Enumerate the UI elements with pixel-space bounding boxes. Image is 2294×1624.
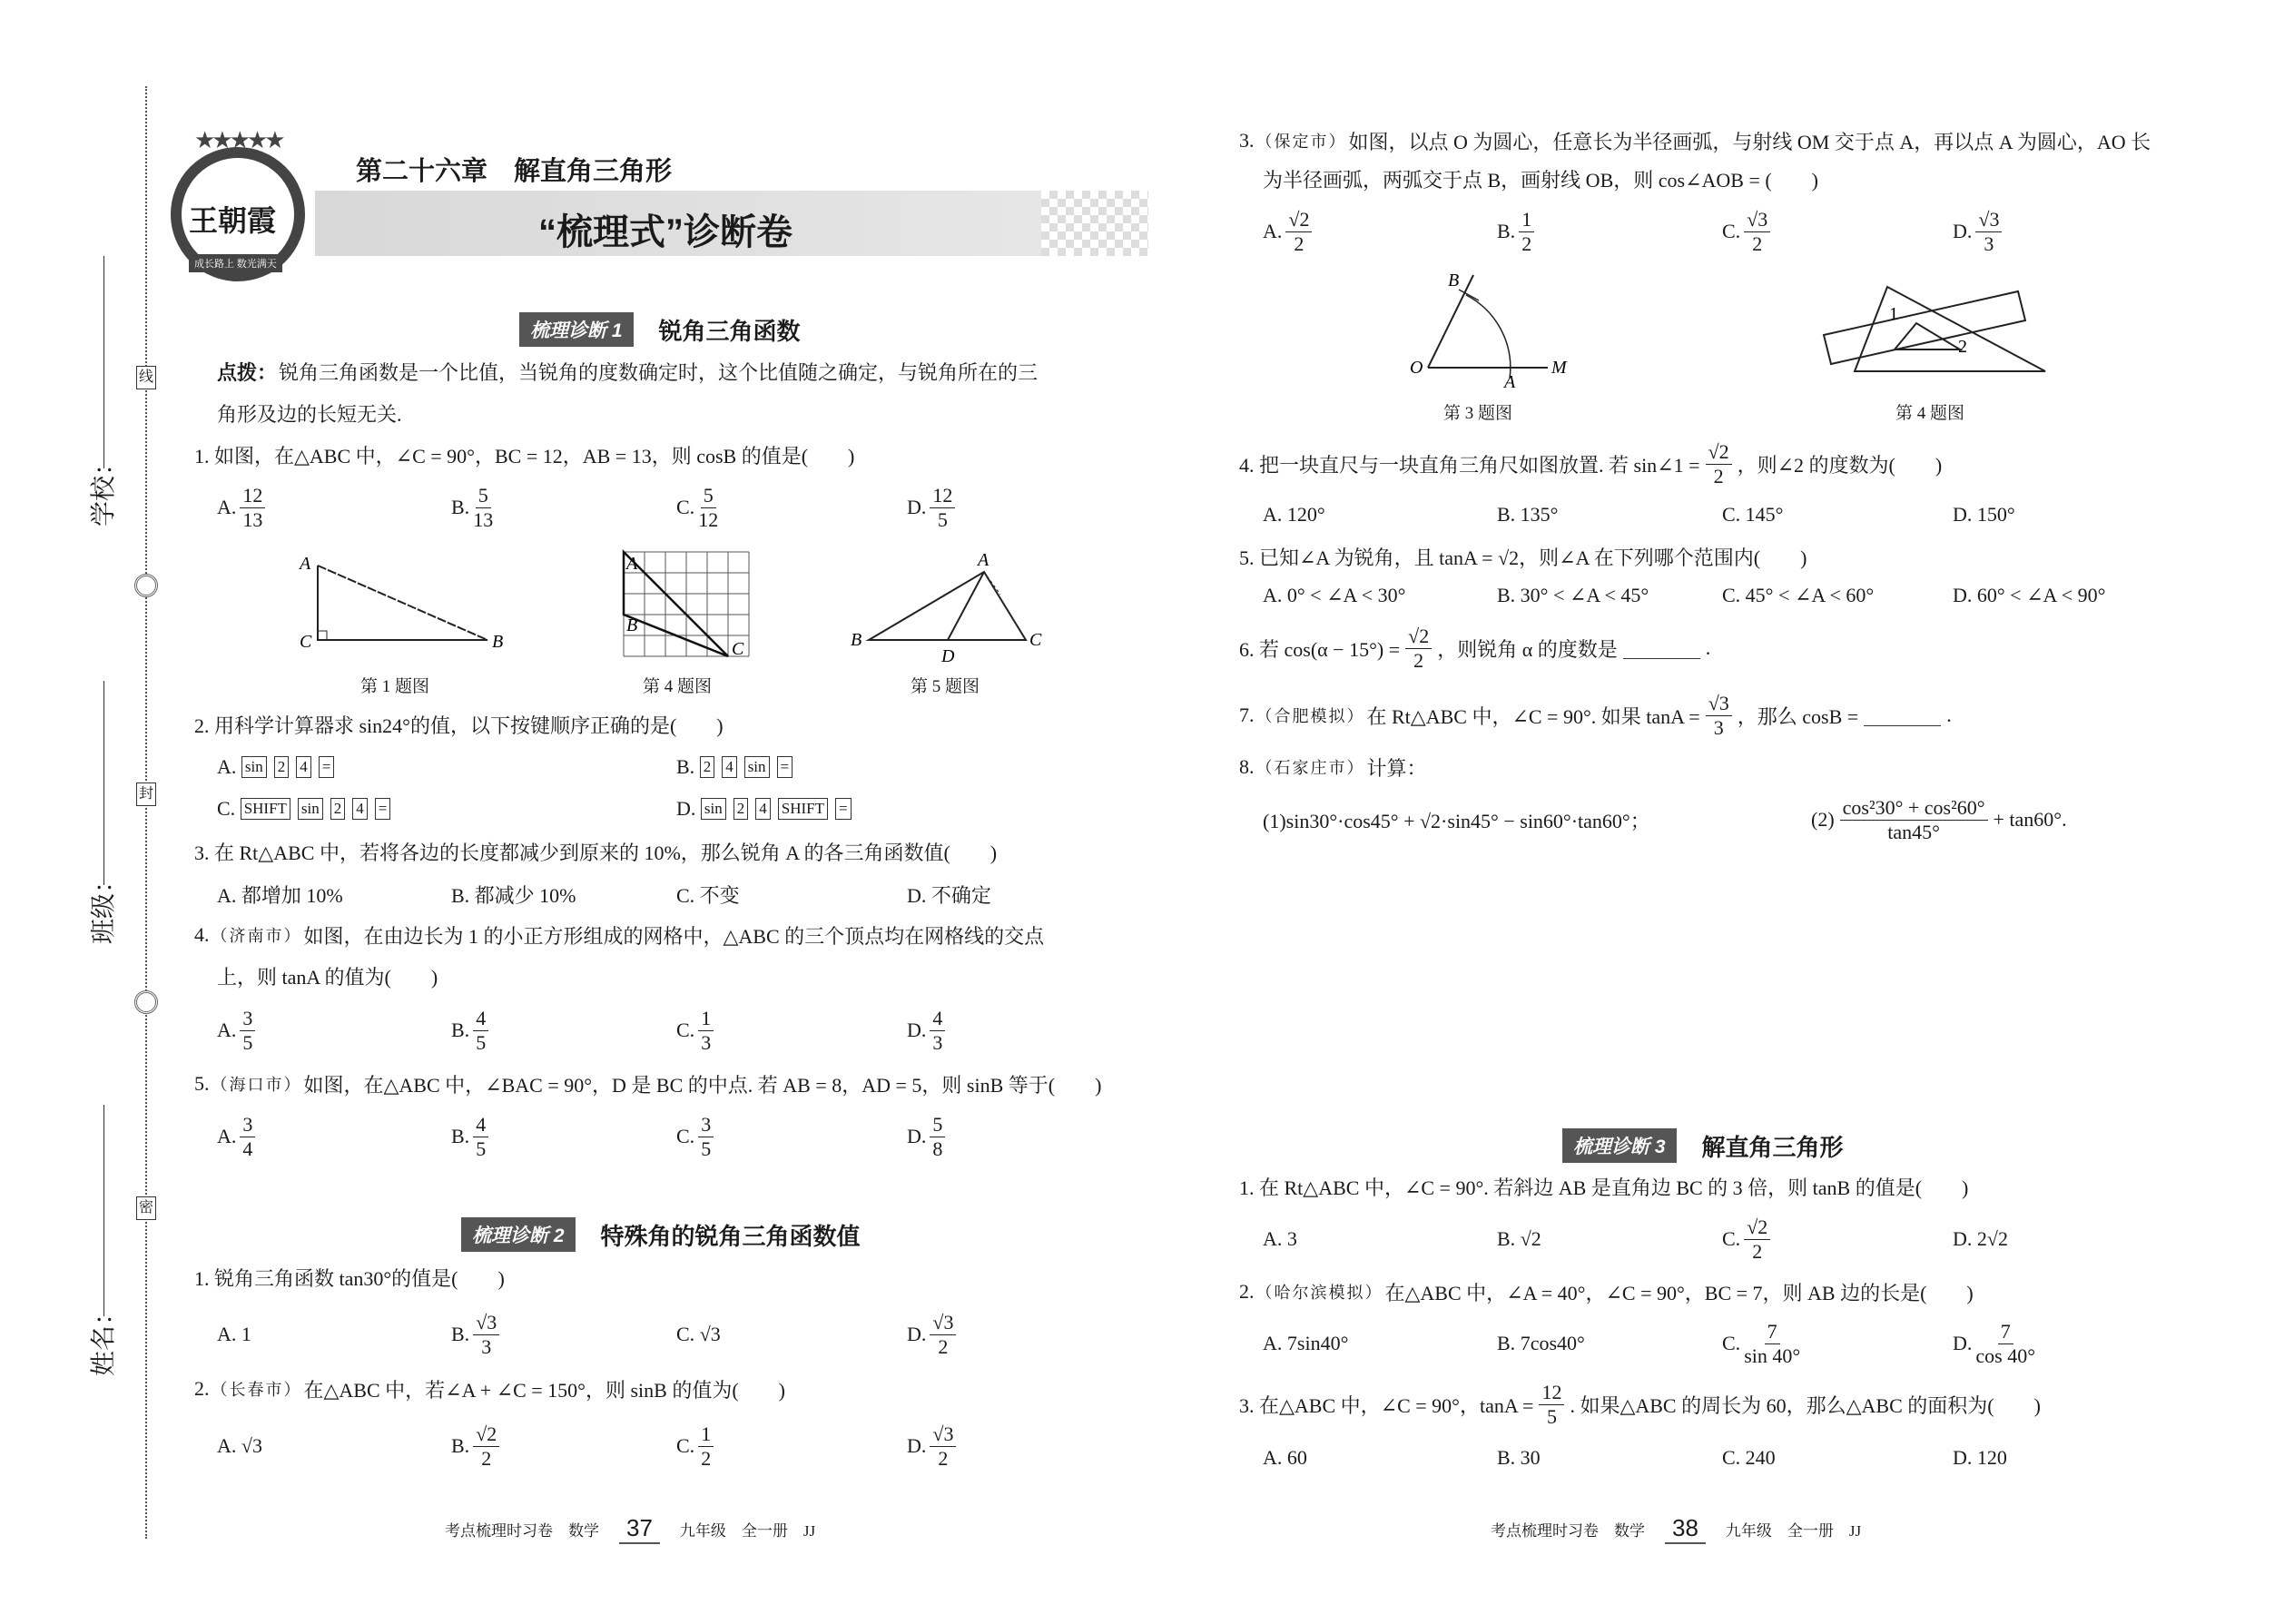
- label-c: C: [1029, 630, 1042, 650]
- option-c[interactable]: C. 145°: [1722, 503, 1784, 526]
- option-c[interactable]: C. $\frac{√3}{2}$: [1722, 204, 1774, 259]
- footer-grade: 九年级 全一册 JJ: [1725, 1522, 1862, 1540]
- label-b: B: [626, 615, 638, 635]
- figure-caption: 第 5 题图: [911, 677, 980, 696]
- question-source: （合肥模拟）: [1255, 707, 1365, 725]
- figure-caption: 第 3 题图: [1443, 404, 1513, 423]
- label-c: C: [300, 632, 312, 652]
- option-c[interactable]: C. $\frac{√2}{2}$: [1722, 1212, 1774, 1266]
- question-text: 2. （长春市） 在△ABC 中，若∠A + ∠C = 150°，则 sinB 的值为( ): [194, 1377, 785, 1402]
- label-a: A: [300, 554, 311, 574]
- question-text: 3. 在 Rt△ABC 中，若将各边的长度都减少到原来的 10%，那么锐角 A 的各三角函数值( ): [194, 841, 998, 864]
- question-options: [1263, 1431, 2216, 1485]
- question-text: 8. （石家庄市） 计算：: [1239, 755, 1427, 780]
- option-b[interactable]: B. $\frac{5}{13}$: [451, 483, 494, 531]
- option-c[interactable]: C. $\frac{5}{12}$: [676, 483, 719, 531]
- seal-char-xian: 线: [136, 366, 156, 389]
- figure-q5: [846, 549, 1046, 667]
- option-a[interactable]: A. 0° < ∠A < 30°: [1263, 584, 1406, 606]
- option-d[interactable]: D. $\frac{4}{3}$: [907, 1003, 949, 1058]
- option-a[interactable]: A. $\frac{3}{4}$: [217, 1109, 259, 1164]
- label-b: B: [1448, 271, 1460, 290]
- label-b: B: [851, 630, 862, 650]
- footer-book: 考点梳理时习卷 数学: [445, 1522, 599, 1540]
- option-d[interactable]: D. $\frac{√3}{2}$: [907, 1307, 960, 1362]
- option-c[interactable]: C. $\frac{3}{5}$: [676, 1109, 717, 1164]
- question-options: [217, 480, 1170, 535]
- question-text-cont: 为半径画弧，两弧交于点 B，画射线 OB，则 cos∠AOB = ( ): [1263, 168, 1819, 192]
- question-source: （济南市）: [211, 927, 302, 945]
- option-b[interactable]: B. 都减少 10%: [451, 883, 576, 907]
- question-text-cont: 上，则 tanA 的值为( ): [217, 965, 438, 989]
- option-a[interactable]: A. 都增加 10%: [217, 883, 343, 907]
- answer-blank[interactable]: [1623, 637, 1700, 659]
- logo: [163, 127, 318, 281]
- question-source: （海口市）: [211, 1076, 302, 1094]
- question-text: 6. 若 cos(α − 15°) = $\frac{√2}{2}$ ，则锐角 α 的度数是 .: [1239, 624, 1711, 672]
- paper-title: “梳理式”诊断卷: [538, 212, 793, 252]
- option-c[interactable]: C. √3: [676, 1323, 721, 1345]
- option-d[interactable]: D. $\frac{√3}{2}$: [907, 1419, 960, 1473]
- class-fill-line: [103, 681, 104, 885]
- option-a[interactable]: A. 120°: [1263, 503, 1325, 526]
- question-text: 2. 用科学计算器求 sin24°的值，以下按键顺序正确的是( ): [194, 714, 724, 737]
- binding-hole-icon: [134, 990, 158, 1014]
- option-a[interactable]: A. sin 2 4 =: [217, 740, 341, 794]
- question-options: [1263, 204, 2216, 259]
- label-c: C: [732, 639, 744, 659]
- logo-stars-icon: ★★★★★: [194, 127, 282, 153]
- tip-text: 锐角三角函数是一个比值，当锐角的度数确定时，这个比值随之确定，与锐角所在的三: [279, 360, 1039, 384]
- option-a[interactable]: A. 60: [1263, 1446, 1307, 1469]
- option-d[interactable]: D. $\frac{√3}{3}$: [1953, 204, 2005, 259]
- tip-line-2: 角形及边的长短无关.: [217, 402, 402, 426]
- option-b[interactable]: B. $\frac{4}{5}$: [451, 1003, 492, 1058]
- question-text: 2. （哈尔滨模拟） 在△ABC 中，∠A = 40°，∠C = 90°，BC = 7，则 AB 边的长是( ): [1239, 1280, 1974, 1304]
- option-b[interactable]: B. $\frac{√2}{2}$: [451, 1419, 503, 1473]
- question-text: 5. 已知∠A 为锐角，且 tanA = √2，则∠A 在下列哪个范围内( ): [1239, 546, 1807, 569]
- option-c[interactable]: C. 45° < ∠A < 60°: [1722, 584, 1875, 606]
- footer-grade: 九年级 全一册 JJ: [679, 1522, 816, 1540]
- option-d[interactable]: D. $\frac{7}{\cos 40^\circ}$: [1953, 1319, 2036, 1367]
- label-a: A: [978, 550, 989, 570]
- seal-char-mi: 密: [136, 1196, 156, 1220]
- option-d[interactable]: D. 120: [1953, 1446, 2007, 1469]
- seal-char-feng: 封: [136, 782, 156, 806]
- option-d[interactable]: D. 2√2: [1953, 1227, 2008, 1250]
- question-source: （石家庄市）: [1255, 759, 1365, 777]
- logo-motto: 成长路上 数光满天: [189, 254, 282, 272]
- question-options: [1263, 1316, 2216, 1371]
- question-options: [217, 1419, 1170, 1473]
- figure-q4-ruler: [1818, 280, 2059, 381]
- option-b[interactable]: B. 30: [1497, 1446, 1541, 1469]
- option-a[interactable]: A. 7sin40°: [1263, 1332, 1349, 1354]
- section-header-2: [461, 1216, 861, 1253]
- figure-caption: 第 1 题图: [360, 677, 430, 696]
- label-a: A: [626, 554, 638, 574]
- footer-book: 考点梳理时习卷 数学: [1491, 1522, 1645, 1540]
- option-d[interactable]: D. 60° < ∠A < 90°: [1953, 584, 2106, 606]
- section-title: 锐角三角函数: [658, 317, 801, 345]
- question-text: 4. 把一块直尺与一块直角三角尺如图放置. 若 sin∠1 = $\frac{√2}{2}$ ，则∠2 的度数为( ): [1239, 439, 1943, 487]
- option-c[interactable]: C. $\frac{1}{2}$: [676, 1419, 717, 1473]
- section-tag: 梳理诊断 3: [1562, 1128, 1677, 1163]
- name-label: 姓名：: [89, 1299, 118, 1377]
- question-text: 1. 锐角三角函数 tan30°的值是( ): [194, 1266, 505, 1290]
- checker-decoration: [1041, 191, 1148, 256]
- option-d[interactable]: D. 150°: [1953, 503, 2015, 526]
- option-c[interactable]: C. 240: [1722, 1446, 1776, 1469]
- option-b[interactable]: B. $\frac{4}{5}$: [451, 1109, 492, 1164]
- option-c[interactable]: C. 不变: [676, 883, 740, 907]
- figure-q4-grid: [610, 547, 755, 661]
- section-title: 特殊角的锐角三角函数值: [600, 1222, 861, 1250]
- question-source: （哈尔滨模拟）: [1255, 1284, 1383, 1302]
- section-title: 解直角三角形: [1701, 1133, 1844, 1161]
- section-header-1: [519, 311, 801, 348]
- option-c[interactable]: C. $\frac{7}{\sin 40^\circ}$: [1722, 1319, 1801, 1367]
- option-c[interactable]: C. $\frac{1}{3}$: [676, 1003, 717, 1058]
- option-d[interactable]: D. $\frac{5}{8}$: [907, 1109, 949, 1164]
- question-options: [1263, 1212, 2216, 1266]
- figure-caption: 第 4 题图: [1895, 404, 1965, 423]
- figure-q3: [1403, 268, 1575, 390]
- question-source: （保定市）: [1255, 133, 1347, 151]
- option-a[interactable]: A. √3: [217, 1434, 262, 1457]
- option-a[interactable]: A. $\frac{12}{13}$: [217, 480, 269, 535]
- binding-hole-icon: [134, 574, 158, 597]
- section-header-3: [1562, 1127, 1844, 1164]
- sub-question-2: (2) $\frac{\text{cos²30° + cos²60°}}{\tan 45^\circ}$ + tan60°.: [1811, 795, 2067, 843]
- angle-1-label: 1: [1889, 304, 1898, 324]
- question-text: 7. （合肥模拟） 在 Rt△ABC 中，∠C = 90°. 如果 tanA = $\frac{√3}{3}$ ，那么 cosB = .: [1239, 691, 1952, 739]
- option-b[interactable]: B. 30° < ∠A < 45°: [1497, 584, 1649, 606]
- section-tag: 梳理诊断 1: [519, 312, 634, 347]
- option-a[interactable]: A. 1: [217, 1323, 251, 1345]
- question-text: 4. （济南市） 如图，在由边长为 1 的小正方形组成的网格中，△ABC 的三个顶点均在网格线的交点: [194, 923, 1045, 948]
- option-b[interactable]: B. $\frac{√3}{3}$: [451, 1307, 503, 1362]
- cut-line: [145, 86, 147, 1539]
- question-options: [217, 1307, 1170, 1362]
- option-b[interactable]: B. √2: [1497, 1227, 1541, 1250]
- question-text: 3. 在△ABC 中，∠C = 90°，tanA = $\frac{12}{5}$ . 如果△ABC 的周长为 60，那么△ABC 的面积为( ): [1239, 1380, 2041, 1428]
- angle-2-label: 2: [1958, 337, 1967, 357]
- page-footer: [445, 1514, 815, 1544]
- option-a[interactable]: A. 3: [1263, 1227, 1297, 1250]
- label-d: D: [941, 646, 955, 666]
- option-b[interactable]: B. 7cos40°: [1497, 1332, 1585, 1354]
- question-options: [1263, 568, 2216, 623]
- question-text: 3. （保定市） 如图，以点 O 为圆心，任意长为半径画弧，与射线 OM 交于点 A，再以点 A 为圆心，AO 长: [1239, 129, 2151, 153]
- question-source: （长春市）: [211, 1381, 302, 1399]
- option-a[interactable]: A. $\frac{√2}{2}$: [1263, 204, 1315, 259]
- school-label: 学校：: [89, 449, 118, 527]
- answer-blank[interactable]: [1864, 704, 1941, 726]
- label-m: M: [1551, 358, 1567, 378]
- question-options: [217, 1109, 1170, 1164]
- label-a: A: [1504, 372, 1516, 390]
- page-number: 38: [1665, 1514, 1706, 1544]
- logo-name: 王朝霞: [189, 203, 277, 238]
- chapter-title: 第二十六章 解直角三角形: [356, 157, 673, 186]
- page-number: 37: [619, 1514, 660, 1544]
- option-d[interactable]: D. $\frac{12}{5}$: [907, 480, 959, 535]
- option-d[interactable]: D. sin 2 4 SHIFT =: [676, 782, 859, 836]
- label-b: B: [492, 632, 504, 652]
- figure-q1: [292, 549, 510, 658]
- sub-question-1: (1)sin30°·cos45° + √2·sin45° − sin60°·tan60°；: [1263, 809, 1650, 832]
- question-text: 1. 在 Rt△ABC 中，∠C = 90°. 若斜边 AB 是直角边 BC 的 3 倍，则 tanB 的值是( ): [1239, 1176, 1969, 1199]
- section-tag: 梳理诊断 2: [461, 1217, 576, 1252]
- tip-label: 点拨：: [217, 360, 278, 384]
- option-c[interactable]: C. SHIFT sin 2 4 =: [217, 782, 398, 836]
- question-text: 5. （海口市） 如图，在△ABC 中，∠BAC = 90°，D 是 BC 的中点. 若 AB = 8，AD = 5，则 sinB 等于( ): [194, 1072, 1102, 1097]
- option-b[interactable]: B. $\frac{1}{2}$: [1497, 204, 1538, 259]
- question-options: [217, 1003, 1170, 1058]
- class-label: 班级：: [89, 867, 118, 945]
- option-b[interactable]: B. 2 4 sin =: [676, 740, 800, 794]
- label-o: O: [1410, 358, 1423, 378]
- option-a[interactable]: A. $\frac{3}{5}$: [217, 1003, 259, 1058]
- name-fill-line: [103, 1105, 104, 1316]
- page-footer: [1491, 1514, 1861, 1544]
- option-d[interactable]: D. 不确定: [907, 883, 991, 907]
- school-fill-line: [103, 256, 104, 468]
- question-text: 1. 如图，在△ABC 中，∠C = 90°，BC = 12，AB = 13，则 cosB 的值是( ): [194, 444, 855, 468]
- option-b[interactable]: B. 135°: [1497, 503, 1559, 526]
- figure-caption: 第 4 题图: [643, 677, 713, 696]
